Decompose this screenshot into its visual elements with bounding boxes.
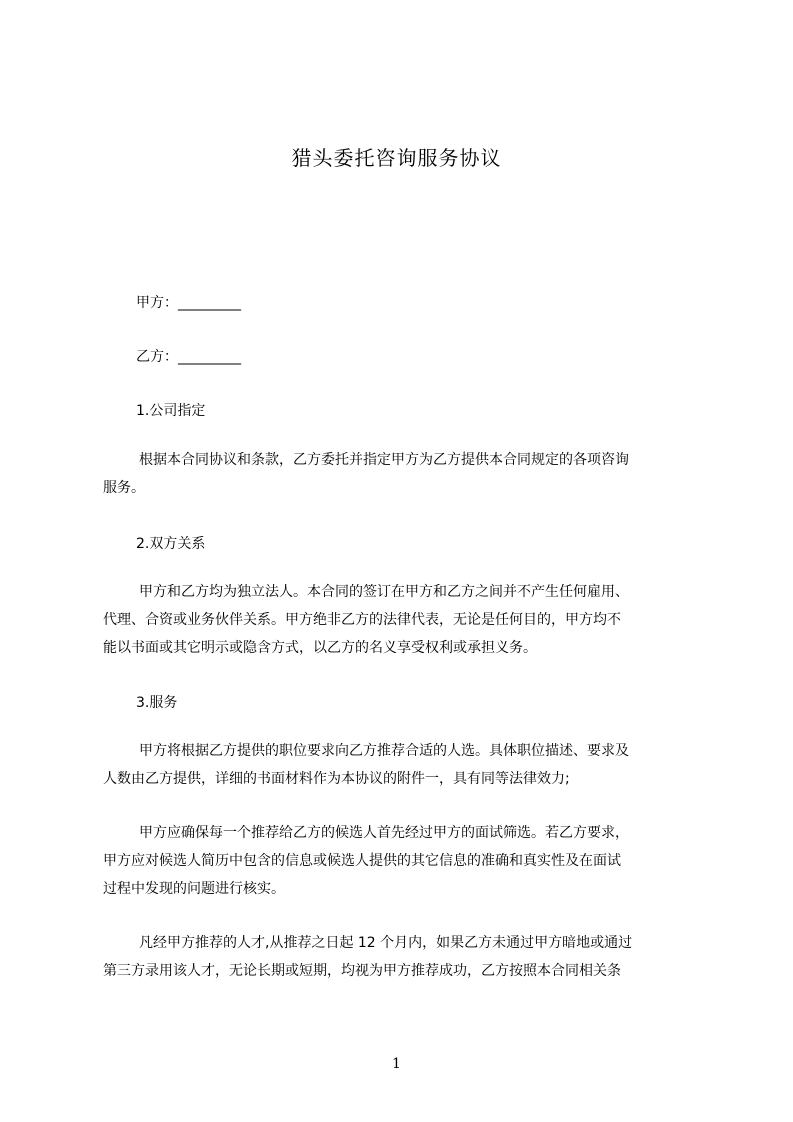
paragraph-line: 甲方将根据乙方提供的职位要求向乙方推荐合适的人选。具体职位描述、要求及 <box>139 743 629 759</box>
paragraph-line: 凡经甲方推荐的人才,从推荐之日起 12 个月内，如果乙方未通过甲方暗地或通过 <box>139 935 633 951</box>
paragraph-line: 代理、合资或业务伙伴关系。甲方绝非乙方的法律代表，无论是任何目的，甲方均不 <box>103 612 621 628</box>
paragraph-line: 甲方应对候选人简历中包含的信息或候选人提供的其它信息的准确和真实性及在面试 <box>103 853 621 869</box>
party-b-line: 乙方：_________ <box>136 349 241 365</box>
paragraph-line: 服务。 <box>103 480 145 496</box>
paragraph-line: 根据本合同协议和条款，乙方委托并指定甲方为乙方提供本合同规定的各项咨询 <box>139 452 629 468</box>
paragraph <box>103 929 703 985</box>
paragraph-line: 第三方录用该人才，无论长期或短期，均视为甲方推荐成功，乙方按照本合同相关条 <box>103 963 621 979</box>
paragraph <box>103 737 703 793</box>
party-a-line: 甲方：_________ <box>136 295 241 311</box>
section-heading-3: 3.服务 <box>136 695 178 711</box>
paragraph <box>103 578 703 662</box>
page-number: 1 <box>392 1056 401 1072</box>
paragraph-line: 甲方应确保每一个推荐给乙方的候选人首先经过甲方的面试筛选。若乙方要求， <box>139 825 629 841</box>
section-heading-1: 1.公司指定 <box>136 403 206 419</box>
section-heading-2: 2.双方关系 <box>136 536 206 552</box>
paragraph-line: 甲方和乙方均为独立法人。本合同的签订在甲方和乙方之间并不产生任何雇用、 <box>139 584 629 600</box>
paragraph <box>103 446 703 502</box>
paragraph-line: 过程中发现的问题进行核实。 <box>103 881 285 897</box>
paragraph-line: 能以书面或其它明示或隐含方式，以乙方的名义享受权利或承担义务。 <box>103 640 537 656</box>
paragraph <box>103 819 703 903</box>
paragraph-line: 人数由乙方提供，详细的书面材料作为本协议的附件一，具有同等法律效力; <box>103 771 570 787</box>
document-title: 猎头委托咨询服务协议 <box>291 146 502 170</box>
